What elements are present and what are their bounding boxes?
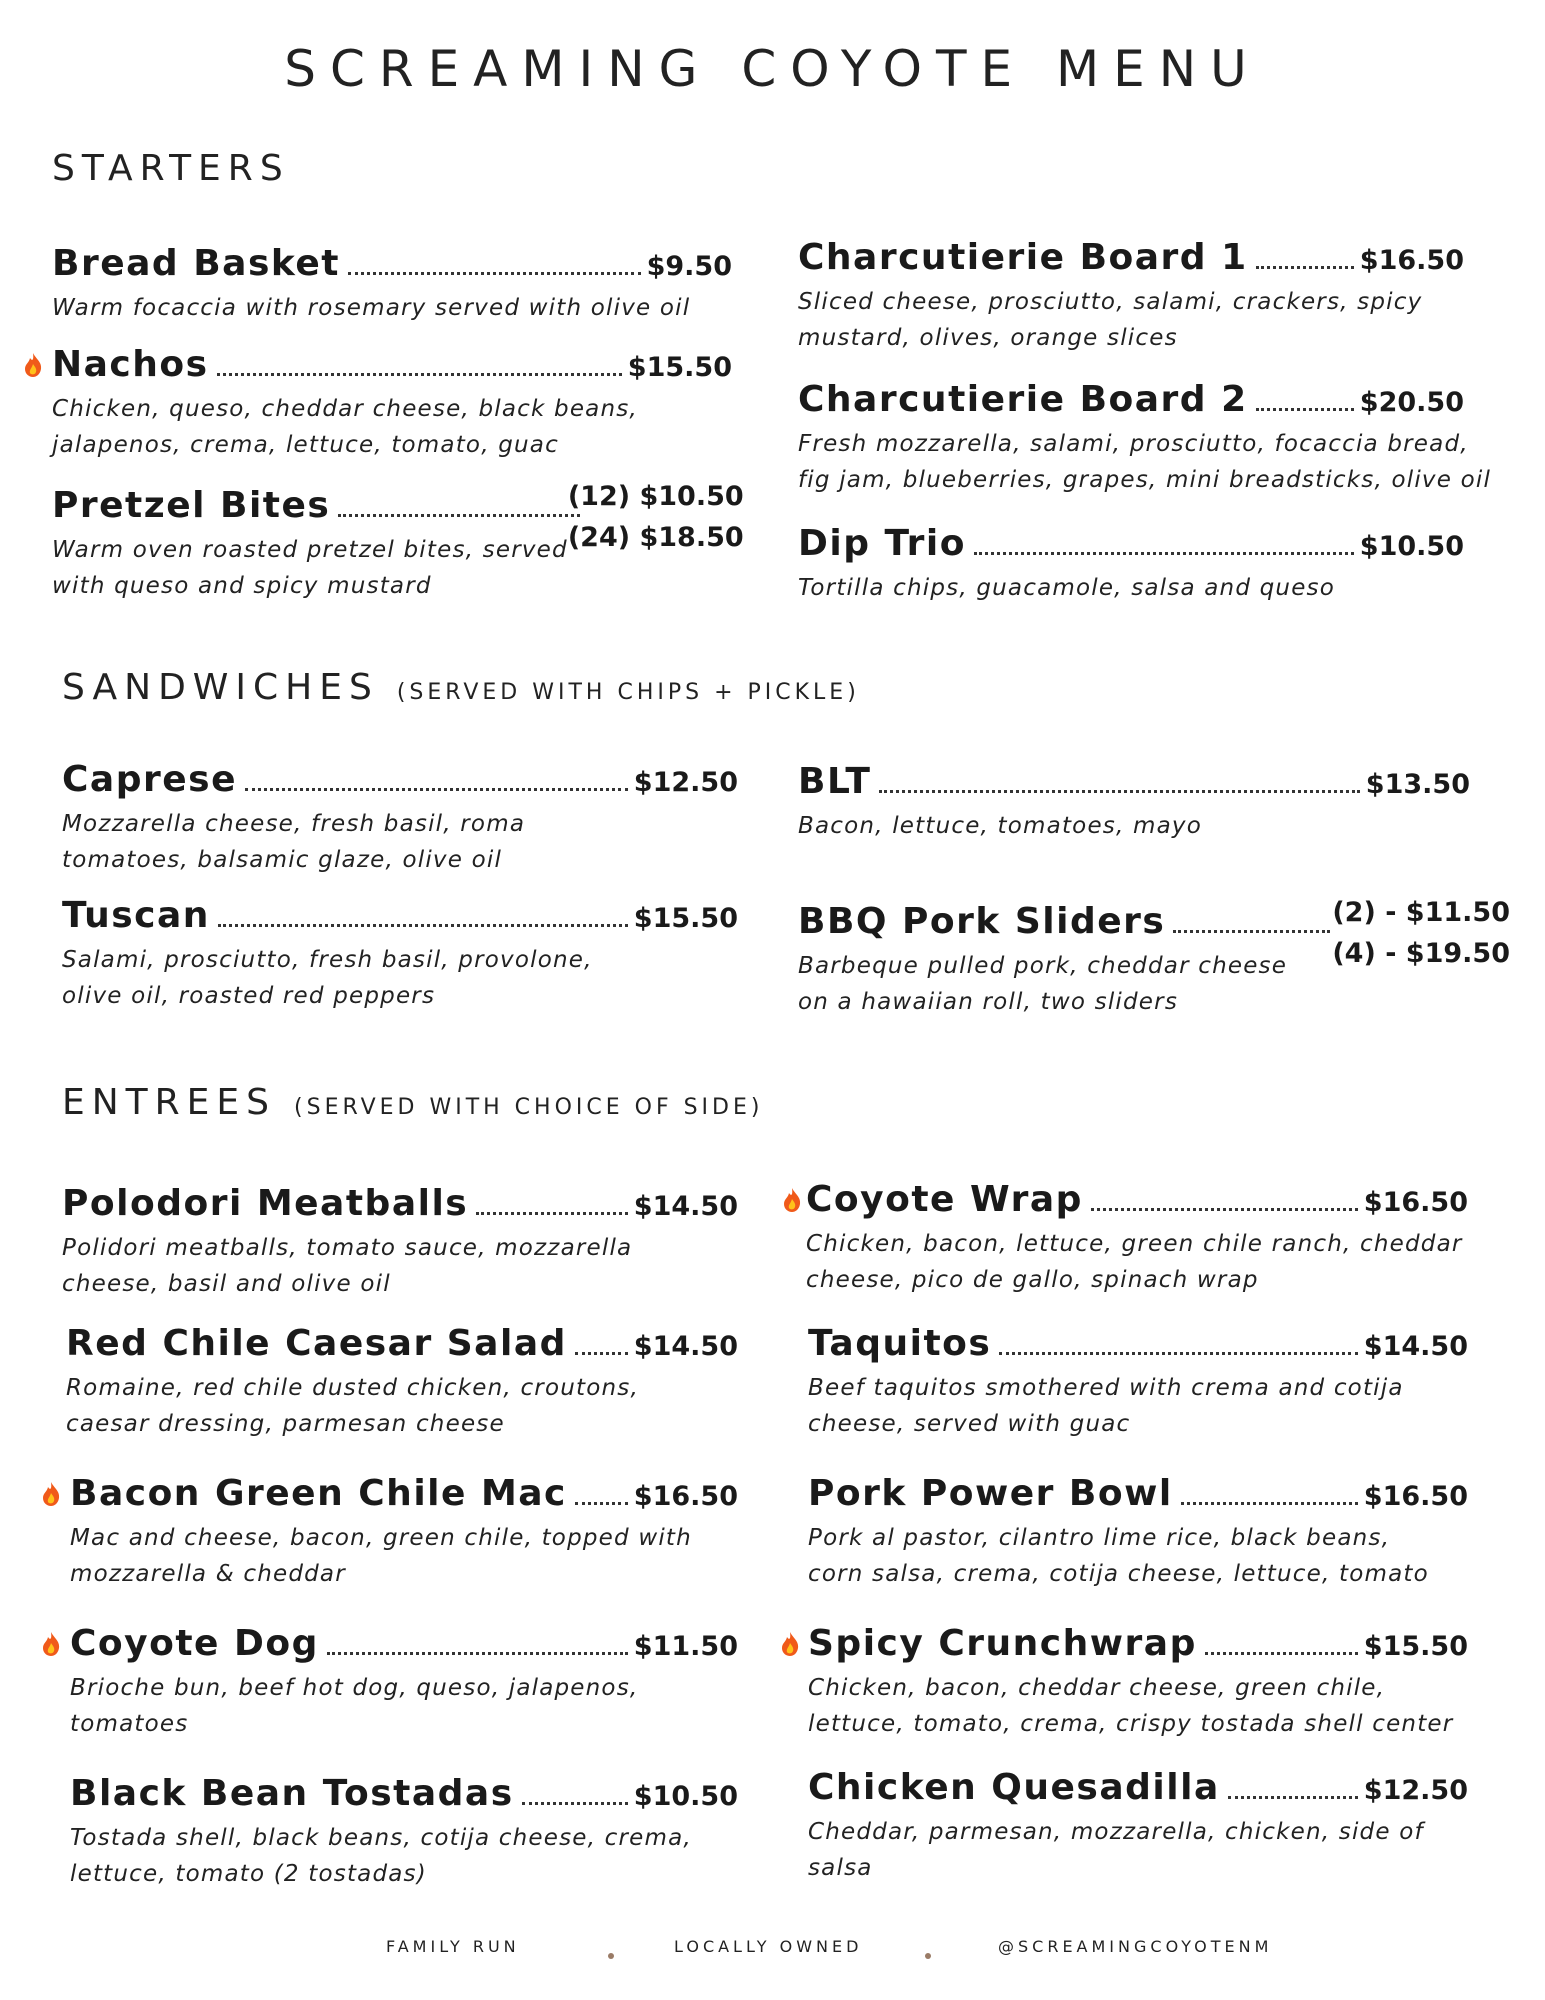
item-name: BLT bbox=[798, 761, 872, 802]
item-name: Black Bean Tostadas bbox=[70, 1773, 514, 1814]
footer-bullet bbox=[608, 1953, 614, 1959]
item-description: Sliced cheese, prosciutto, salami, crackers, spicy mustard, olives, orange slices bbox=[798, 289, 1423, 351]
item-pork-power-bowl bbox=[808, 1468, 1468, 1592]
item-description: Tortilla chips, guacamole, salsa and queso bbox=[798, 575, 1336, 601]
dot-leader bbox=[1173, 930, 1330, 933]
item-price: $15.50 bbox=[1363, 1631, 1468, 1662]
item-blt bbox=[798, 756, 1470, 844]
item-description: Mozzarella cheese, fresh basil, roma tomatoes, balsamic glaze, olive oil bbox=[62, 811, 526, 873]
section-entrees bbox=[62, 1082, 763, 1123]
footer-bullet bbox=[925, 1953, 931, 1959]
item-bread-basket bbox=[52, 238, 732, 326]
dot-leader bbox=[575, 1502, 628, 1505]
item-bbq-pork-sliders bbox=[798, 896, 1510, 1020]
flame-icon bbox=[40, 1631, 62, 1657]
item-name: Charcutierie Board 2 bbox=[798, 379, 1248, 420]
item-name: Dip Trio bbox=[798, 523, 966, 564]
menu-title: SCREAMING COYOTE MENU bbox=[284, 40, 1261, 98]
item-price: $12.50 bbox=[633, 767, 738, 798]
item-name: Nachos bbox=[52, 344, 209, 385]
item-description: Chicken, bacon, lettuce, green chile ranch, cheddar cheese, pico de gallo, spinach wrap bbox=[806, 1231, 1463, 1293]
footer-locally-owned: LOCALLY OWNED bbox=[674, 1937, 863, 1956]
item-pretzel-bites bbox=[52, 480, 744, 604]
item-price: $20.50 bbox=[1359, 387, 1464, 418]
item-description: Chicken, bacon, cheddar cheese, green chile, lettuce, tomato, crema, crispy tostada shell center bbox=[808, 1675, 1454, 1737]
section-note: (SERVED WITH CHOICE OF SIDE) bbox=[294, 1095, 764, 1120]
item-coyote-wrap bbox=[806, 1174, 1468, 1298]
section-heading: STARTERS bbox=[52, 148, 290, 189]
item-description: Beef taquitos smothered with crema and cotija cheese, served with guac bbox=[808, 1375, 1404, 1437]
dot-leader bbox=[974, 552, 1354, 555]
item-price: $12.50 bbox=[1363, 1775, 1468, 1806]
item-caprese bbox=[62, 754, 738, 878]
item-price: $11.50 bbox=[633, 1631, 738, 1662]
item-price: (24) $18.50 bbox=[567, 522, 744, 553]
item-description: Mac and cheese, bacon, green chile, topped with mozzarella & cheddar bbox=[70, 1525, 692, 1587]
dot-leader bbox=[1091, 1208, 1358, 1211]
item-description: Brioche bun, beef hot dog, queso, jalapenos, tomatoes bbox=[70, 1675, 639, 1737]
item-taquitos bbox=[808, 1318, 1468, 1442]
item-price: (2) - $11.50 bbox=[1332, 897, 1510, 928]
item-price: $15.50 bbox=[627, 352, 732, 383]
item-spicy-crunchwrap bbox=[808, 1618, 1468, 1742]
item-name: Tuscan bbox=[62, 895, 210, 936]
item-name: Polodori Meatballs bbox=[62, 1183, 469, 1224]
item-description: Chicken, queso, cheddar cheese, black beans, jalapenos, crema, lettuce, tomato, guac bbox=[52, 396, 638, 458]
dot-leader bbox=[1181, 1502, 1358, 1505]
item-price: $9.50 bbox=[646, 251, 732, 282]
item-description: Pork al pastor, cilantro lime rice, black beans, corn salsa, crema, cotija cheese, lettuce, tomato bbox=[808, 1525, 1429, 1587]
flame-icon bbox=[40, 1481, 62, 1507]
dot-leader bbox=[575, 1352, 628, 1355]
item-description: Romaine, red chile dusted chicken, croutons, caesar dressing, parmesan cheese bbox=[66, 1375, 639, 1437]
item-price: $14.50 bbox=[1363, 1331, 1468, 1362]
item-price: $10.50 bbox=[633, 1781, 738, 1812]
item-description: Salami, prosciutto, fresh basil, provolone, olive oil, roasted red peppers bbox=[62, 947, 593, 1009]
item-price: $10.50 bbox=[1359, 531, 1464, 562]
dot-leader bbox=[999, 1352, 1357, 1355]
item-name: Coyote Dog bbox=[70, 1623, 319, 1664]
item-chicken-quesadilla bbox=[808, 1762, 1468, 1886]
item-name: BBQ Pork Sliders bbox=[798, 901, 1166, 942]
dot-leader bbox=[476, 1212, 628, 1215]
item-price: $15.50 bbox=[633, 903, 738, 934]
item-bacon-green-chile-mac bbox=[70, 1468, 738, 1592]
item-nachos bbox=[52, 339, 732, 463]
section-heading: SANDWICHES bbox=[62, 667, 379, 708]
dot-leader bbox=[327, 1652, 628, 1655]
item-prices bbox=[1332, 892, 1510, 974]
item-name: Coyote Wrap bbox=[806, 1179, 1083, 1220]
dot-leader bbox=[218, 924, 628, 927]
item-price: $16.50 bbox=[633, 1481, 738, 1512]
dot-leader bbox=[1256, 408, 1354, 411]
item-name: Pretzel Bites bbox=[52, 485, 331, 526]
item-charcuterie-board-2 bbox=[798, 374, 1492, 498]
item-name: Taquitos bbox=[808, 1323, 992, 1364]
item-description: Cheddar, parmesan, mozzarella, chicken, side of salsa bbox=[808, 1819, 1424, 1881]
flame-icon bbox=[779, 1631, 801, 1657]
item-coyote-dog bbox=[70, 1618, 738, 1742]
item-description: Barbeque pulled pork, cheddar cheese on a hawaiian roll, two sliders bbox=[798, 953, 1288, 1015]
item-polodori-meatballs bbox=[62, 1178, 738, 1302]
item-name: Chicken Quesadilla bbox=[808, 1767, 1220, 1808]
flame-icon bbox=[781, 1187, 803, 1213]
flame-icon bbox=[22, 352, 44, 378]
footer-instagram-handle: @SCREAMINGCOYOTENM bbox=[998, 1937, 1273, 1956]
item-price: $16.50 bbox=[1363, 1481, 1468, 1512]
item-name: Charcutierie Board 1 bbox=[798, 237, 1248, 278]
item-description: Fresh mozzarella, salami, prosciutto, focaccia bread, fig jam, blueberries, grapes, mini breadsticks, olive oil bbox=[798, 431, 1492, 493]
item-price: $14.50 bbox=[633, 1331, 738, 1362]
item-price: $16.50 bbox=[1359, 245, 1464, 276]
section-heading: ENTREES bbox=[62, 1082, 277, 1123]
item-price: (12) $10.50 bbox=[567, 481, 744, 512]
item-description: Warm oven roasted pretzel bites, served with queso and spicy mustard bbox=[52, 537, 568, 599]
item-description: Polidori meatballs, tomato sauce, mozzarella cheese, basil and olive oil bbox=[62, 1235, 633, 1297]
item-prices bbox=[568, 476, 744, 558]
section-sandwiches bbox=[62, 667, 860, 708]
item-price: $13.50 bbox=[1365, 769, 1470, 800]
dot-leader bbox=[522, 1802, 628, 1805]
item-name: Caprese bbox=[62, 759, 237, 800]
item-red-chile-caesar-salad bbox=[66, 1318, 738, 1442]
footer-family-run: FAMILY RUN bbox=[386, 1937, 520, 1956]
dot-leader bbox=[338, 514, 580, 517]
item-name: Bread Basket bbox=[52, 243, 340, 284]
dot-leader bbox=[217, 373, 622, 376]
item-tuscan bbox=[62, 890, 738, 1014]
item-name: Pork Power Bowl bbox=[808, 1473, 1173, 1514]
item-price: $14.50 bbox=[633, 1191, 738, 1222]
dot-leader bbox=[245, 788, 628, 791]
dot-leader bbox=[879, 790, 1359, 793]
item-description: Warm focaccia with rosemary served with olive oil bbox=[52, 295, 691, 321]
item-price: (4) - $19.50 bbox=[1332, 938, 1510, 969]
section-note: (SERVED WITH CHIPS + PICKLE) bbox=[396, 680, 860, 705]
section-starters bbox=[52, 148, 290, 189]
item-price: $16.50 bbox=[1363, 1187, 1468, 1218]
item-dip-trio bbox=[798, 518, 1464, 606]
item-description: Tostada shell, black beans, cotija cheese, crema, lettuce, tomato (2 tostadas) bbox=[70, 1825, 692, 1887]
dot-leader bbox=[1205, 1652, 1358, 1655]
dot-leader bbox=[348, 272, 641, 275]
dot-leader bbox=[1228, 1796, 1358, 1799]
item-name: Spicy Crunchwrap bbox=[808, 1623, 1197, 1664]
dot-leader bbox=[1256, 266, 1354, 269]
item-name: Red Chile Caesar Salad bbox=[66, 1323, 567, 1364]
item-black-bean-tostadas bbox=[70, 1768, 738, 1892]
item-charcuterie-board-1 bbox=[798, 232, 1464, 356]
item-description: Bacon, lettuce, tomatoes, mayo bbox=[798, 813, 1202, 839]
item-name: Bacon Green Chile Mac bbox=[70, 1473, 567, 1514]
